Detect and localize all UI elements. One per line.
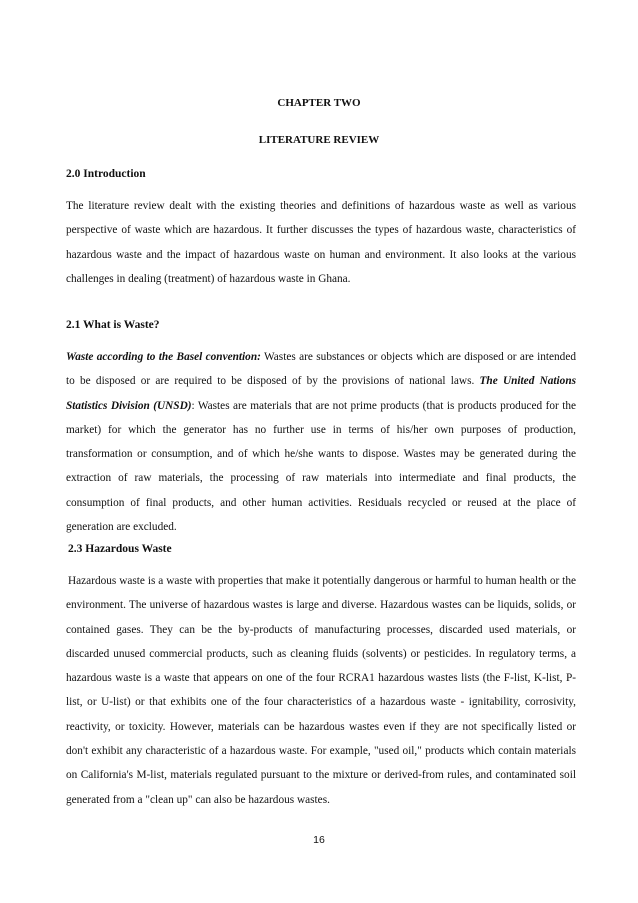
basel-convention-label: Waste according to the Basel convention: — [66, 351, 261, 363]
section-heading-hazardous-waste: 2.3 Hazardous Waste — [68, 543, 172, 555]
introduction-paragraph: The literature review dealt with the existing theories and definitions of hazardous waste as well as various perspective of waste which are hazardous. It further discusses the types of hazardous waste, characteristics of hazardous waste and the impact of hazardous waste on human and environment. It also looks at the various challenges in dealing (treatment) of hazardous waste in Ghana. — [66, 200, 576, 285]
chapter-title: LITERATURE REVIEW — [258, 134, 380, 146]
unsd-label: The United Nations Statistics Division (UNSD) — [66, 375, 576, 412]
section-heading-what-is-waste: 2.1 What is Waste? — [66, 319, 160, 331]
hazardous-waste-paragraph: Hazardous waste is a waste with properties that make it potentially dangerous or harmful to human health or the environment. The universe of hazardous wastes is large and diverse. Hazardous wastes can be liquids, solids, or contained gases. They can be the by-products of manufacturing processes, discarded used materials, or discarded unused commercial products, such as cleaning fluids (solvents) or pesticides. In regulatory terms, a hazardous waste is a waste that appears on one of the four RCRA1 hazardous wastes lists (the F-list, K-list, P-list, or U-list) or that exhibits one of the four characteristics of a hazardous waste - ignitability, corrosivity, reactivity, or toxicity. However, materials can be hazardous wastes even if they are not specifically listed or don't exhibit any characteristic of a hazardous waste. For example, "used oil," products which contain materials on California's M-list, materials regulated pursuant to the mixture or derived-from rules, and contaminated soil generated from a "clean up" can also be hazardous wastes. — [66, 575, 576, 806]
page-number: 16 — [313, 834, 325, 846]
waste-definition-paragraph — [66, 345, 576, 539]
unsd-text: : Wastes are materials that are not prime products (that is products produced for the market) for which the generator has no further use in terms of his/her own purposes of production, transformation or consumption, and of which he/she wants to dispose. Wastes may be generated during the extraction of raw materials, the processing of raw materials into intermediate and final products, the consumption of final products, and other human activities. Residuals recycled or reused at the place of generation are excluded. — [66, 399, 576, 534]
basel-convention-text: Wastes are substances or objects which are disposed or are intended to be disposed or are required to be disposed of by the provisions of national laws. — [66, 351, 576, 388]
chapter-label: CHAPTER TWO — [277, 97, 361, 109]
section-heading-introduction: 2.0 Introduction — [66, 168, 146, 180]
